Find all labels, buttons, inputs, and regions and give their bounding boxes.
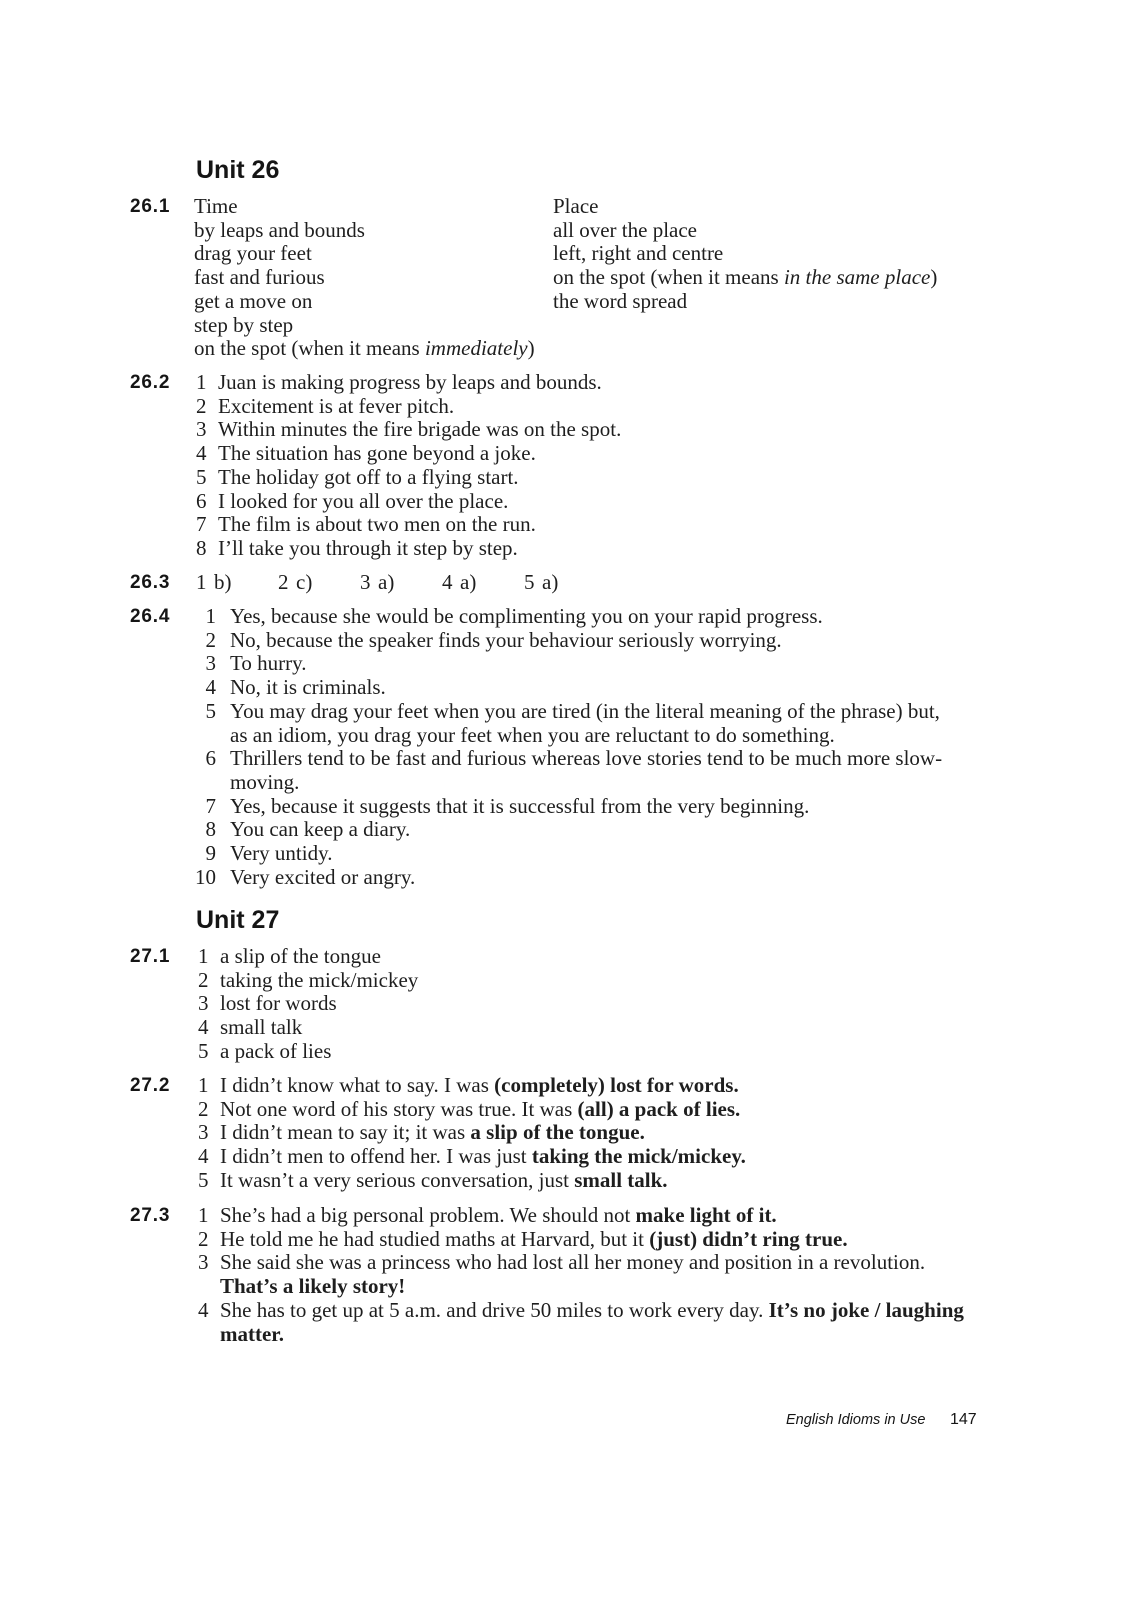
answer-letter: b)	[214, 570, 232, 594]
time-column	[194, 195, 535, 361]
item-line: Very untidy.	[230, 841, 333, 866]
answer-item	[194, 605, 1094, 629]
page-footer	[786, 1410, 977, 1430]
page-number: 147	[950, 1411, 977, 1428]
item-lines	[230, 795, 809, 819]
item-number: 1	[196, 570, 207, 594]
item-lines	[230, 747, 942, 794]
exercise-26-4	[0, 604, 1132, 889]
item-text: She’s had a big personal problem. We should not	[220, 1203, 636, 1227]
item-line: moving.	[230, 769, 300, 794]
exercise-content	[194, 571, 1094, 595]
item-number: 4	[198, 1015, 209, 1040]
answer-item	[194, 442, 1094, 466]
book-title: English Idioms in Use	[786, 1412, 926, 1428]
exercise-26-1	[0, 194, 1132, 361]
item-idiom: taking the mick/mickey.	[531, 1144, 746, 1169]
item-idiom: small talk.	[574, 1167, 668, 1192]
answer-item	[194, 795, 1094, 819]
answer-item	[194, 537, 1094, 561]
unit-27-title: Unit 27	[196, 906, 280, 934]
item-idiom-continued: matter.	[220, 1321, 284, 1346]
place-item-end: )	[930, 265, 938, 290]
item-lines	[230, 842, 332, 866]
exercise-content	[194, 1074, 1094, 1193]
item-number: 4	[442, 570, 453, 594]
answer-letter: a)	[460, 570, 477, 594]
item-text: The film is about two men on the run.	[218, 512, 536, 537]
exercise-27-1	[0, 944, 1132, 1063]
answer-item	[194, 466, 1094, 490]
answer-item	[194, 676, 1094, 700]
time-item-end: )	[527, 336, 535, 361]
answer-pair	[194, 571, 276, 595]
item-number: 1	[198, 944, 209, 968]
exercise-label: 26.4	[130, 606, 171, 627]
exercise-content	[194, 1204, 1094, 1346]
exercise-label: 26.1	[130, 196, 171, 217]
item-text: It wasn’t a very serious conversation, just	[220, 1167, 575, 1192]
item-number: 1	[198, 1073, 209, 1097]
item-number: 5	[524, 570, 535, 594]
item-text: Not one word of his story was true. It was	[220, 1096, 578, 1121]
answer-letter: a)	[378, 570, 395, 594]
item-number: 5	[198, 1038, 209, 1063]
answer-item	[194, 1204, 1094, 1228]
answer-item	[194, 700, 1094, 747]
time-item: step by step	[194, 312, 294, 337]
exercise-label: 26.3	[130, 572, 171, 593]
item-line: as an idiom, you drag your feet when you are reluctant to do something.	[230, 722, 835, 747]
answer-item	[194, 490, 1094, 514]
answer-letter: a)	[542, 570, 559, 594]
item-text: a pack of lies	[220, 1038, 332, 1063]
item-lines	[230, 629, 782, 653]
item-text: lost for words	[220, 991, 337, 1016]
item-number: 10	[195, 864, 216, 889]
answer-item	[194, 1016, 1094, 1040]
item-text: He told me he had studied maths at Harvard, but it	[220, 1226, 650, 1251]
answer-item	[194, 1098, 1094, 1122]
item-lines	[230, 605, 823, 629]
exercise-label: 27.2	[130, 1075, 171, 1096]
place-item-text: on the spot (when it means	[553, 265, 784, 290]
answer-pair	[358, 571, 440, 595]
exercise-content	[194, 945, 1094, 1064]
item-lines	[230, 818, 410, 842]
item-text: I didn’t mean to say it; it was	[220, 1120, 471, 1145]
answer-item	[194, 513, 1094, 537]
item-line: Yes, because it suggests that it is successful from the very beginning.	[230, 793, 810, 818]
item-number: 2	[196, 393, 207, 418]
time-item: get a move on	[194, 288, 313, 313]
answer-item	[194, 969, 1094, 993]
item-text: Excitement is at fever pitch.	[218, 393, 455, 418]
item-text: She said she was a princess who had lost all her money and position in a revolution.	[220, 1250, 926, 1275]
item-text: Within minutes the fire brigade was on the spot.	[218, 417, 622, 442]
item-lines	[220, 1299, 964, 1346]
item-idiom: a slip of the tongue.	[470, 1120, 645, 1145]
place-heading: Place	[553, 194, 599, 218]
item-number: 3	[205, 651, 216, 676]
answer-item	[194, 1169, 1094, 1193]
answer-item	[194, 818, 1094, 842]
time-item: drag your feet	[194, 241, 312, 266]
item-text: I’ll take you through it step by step.	[218, 535, 518, 560]
item-number: 7	[196, 512, 207, 537]
item-number: 1	[205, 604, 216, 628]
item-number: 6	[205, 746, 216, 771]
time-item: by leaps and bounds	[194, 217, 365, 242]
item-number: 1	[196, 370, 207, 394]
answer-item	[194, 1040, 1094, 1064]
answer-pair	[276, 571, 358, 595]
answer-item	[194, 866, 1094, 890]
item-number: 3	[198, 1250, 209, 1275]
unit-26-title: Unit 26	[196, 156, 280, 184]
answer-item	[194, 371, 1094, 395]
place-item: the word spread	[553, 288, 688, 313]
item-line: No, it is criminals.	[230, 675, 386, 700]
place-item	[553, 266, 937, 290]
item-text: a slip of the tongue	[220, 944, 381, 968]
item-number: 3	[196, 417, 207, 442]
item-line: You can keep a diary.	[230, 817, 411, 842]
answer-item	[194, 1074, 1094, 1098]
answer-item	[194, 1251, 1094, 1298]
item-number: 2	[198, 1096, 209, 1121]
time-item: fast and furious	[194, 265, 325, 290]
answer-item	[194, 1299, 1094, 1346]
exercise-content	[194, 605, 1094, 889]
time-item-italic: immediately	[424, 336, 528, 361]
exercise-27-3	[0, 1203, 1132, 1346]
item-line: No, because the speaker finds your behaviour seriously worrying.	[230, 627, 782, 652]
item-idiom: (all) a pack of lies.	[577, 1096, 741, 1121]
item-idiom: That’s a likely story!	[220, 1274, 406, 1299]
item-text: The situation has gone beyond a joke.	[218, 441, 536, 466]
answer-item	[194, 945, 1094, 969]
item-idiom: It’s no joke / laughing	[768, 1297, 964, 1322]
answer-item	[194, 842, 1094, 866]
exercise-label: 27.1	[130, 946, 171, 967]
answer-item	[194, 652, 1094, 676]
item-text: Juan is making progress by leaps and bounds.	[218, 370, 602, 394]
item-lines	[230, 700, 940, 747]
item-text: I looked for you all over the place.	[218, 488, 509, 513]
item-number: 4	[198, 1297, 209, 1322]
time-heading: Time	[194, 194, 238, 218]
item-line: Thrillers tend to be fast and furious whereas love stories tend to be much more slow-	[230, 746, 943, 771]
item-line: To hurry.	[230, 651, 307, 676]
place-item: all over the place	[553, 217, 698, 242]
place-item: left, right and centre	[553, 241, 724, 266]
item-number: 3	[198, 991, 209, 1016]
item-text: She has to get up at 5 a.m. and drive 50 miles to work every day.	[220, 1297, 769, 1322]
answer-item	[194, 1145, 1094, 1169]
item-text: The holiday got off to a flying start.	[218, 464, 519, 489]
item-number: 2	[205, 627, 216, 652]
answer-item	[194, 418, 1094, 442]
item-line: Yes, because she would be complimenting you on your rapid progress.	[230, 604, 823, 628]
item-number: 3	[198, 1120, 209, 1145]
exercise-26-3	[0, 570, 1132, 594]
answer-item	[194, 629, 1094, 653]
item-lines	[230, 676, 386, 700]
item-idiom: make light of it.	[635, 1203, 777, 1227]
item-number: 3	[360, 570, 371, 594]
item-number: 1	[198, 1203, 209, 1227]
item-line: Very excited or angry.	[230, 864, 416, 889]
time-item	[194, 337, 535, 361]
answer-item	[194, 395, 1094, 419]
time-item-text: on the spot (when it means	[194, 336, 425, 361]
exercise-label: 27.3	[130, 1205, 171, 1226]
item-lines	[220, 1251, 925, 1298]
item-text: taking the mick/mickey	[220, 967, 419, 992]
exercise-label: 26.2	[130, 372, 171, 393]
answer-pair	[522, 571, 604, 595]
item-number: 5	[205, 698, 216, 723]
place-item-italic: in the same place	[783, 265, 931, 290]
exercise-content	[194, 371, 1094, 561]
answer-letter: c)	[296, 570, 313, 594]
item-number: 4	[205, 675, 216, 700]
item-number: 9	[205, 841, 216, 866]
item-number: 8	[196, 535, 207, 560]
item-number: 4	[198, 1144, 209, 1169]
item-number: 2	[198, 1226, 209, 1251]
item-number: 5	[196, 464, 207, 489]
exercise-27-2	[0, 1073, 1132, 1192]
answer-pair	[440, 571, 522, 595]
item-idiom: (just) didn’t ring true.	[649, 1226, 848, 1251]
item-text: small talk	[220, 1015, 303, 1040]
item-number: 6	[196, 488, 207, 513]
item-text: I didn’t men to offend her. I was just	[220, 1144, 532, 1169]
item-number: 8	[205, 817, 216, 842]
item-line: You may drag your feet when you are tired (in the literal meaning of the phrase) but,	[230, 698, 940, 723]
item-number: 7	[205, 793, 216, 818]
item-idiom: (completely) lost for words.	[494, 1073, 739, 1097]
exercise-26-2	[0, 370, 1132, 560]
item-number: 2	[198, 967, 209, 992]
item-text: I didn’t know what to say. I was	[220, 1073, 495, 1097]
answer-item	[194, 1228, 1094, 1252]
item-number: 2	[278, 570, 289, 594]
item-lines	[230, 652, 306, 676]
item-lines	[230, 866, 415, 890]
item-number: 5	[198, 1167, 209, 1192]
answer-item	[194, 747, 1094, 794]
item-number: 4	[196, 441, 207, 466]
place-column	[553, 195, 937, 314]
answer-item	[194, 1121, 1094, 1145]
answer-item	[194, 992, 1094, 1016]
